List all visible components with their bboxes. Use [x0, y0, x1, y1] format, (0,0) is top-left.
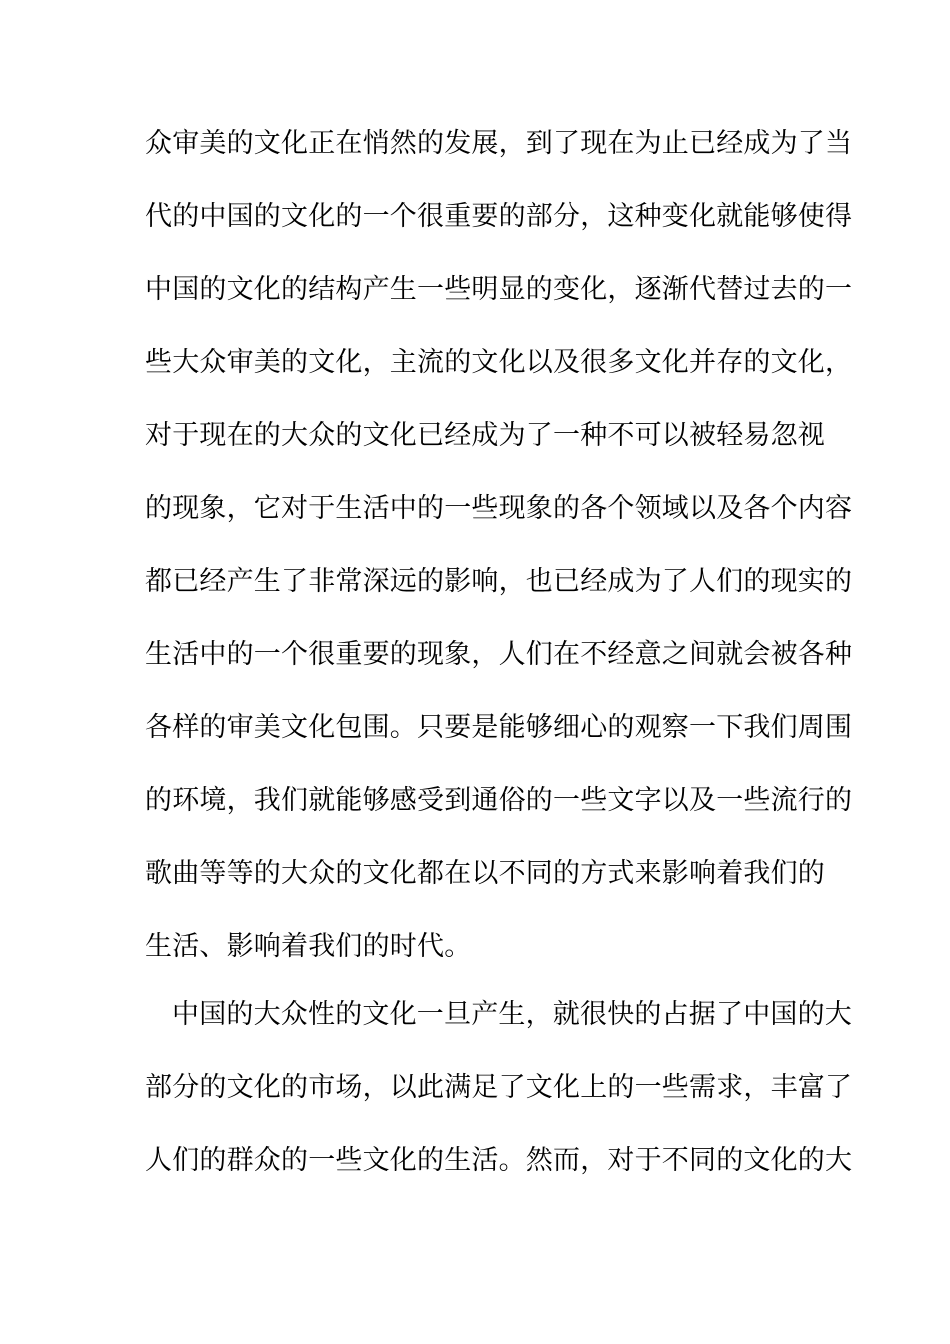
paragraph-line: 生活、影响着我们的时代。	[145, 931, 472, 962]
paragraph-line: 些大众审美的文化，主流的文化以及很多文化并存的文化，	[145, 347, 853, 378]
paragraph-line: 部分的文化的市场，以此满足了文化上的一些需求，丰富了	[145, 1072, 853, 1103]
paragraph-line: 中国的大众性的文化一旦产生，就很快的占据了中国的大	[172, 999, 852, 1030]
paragraph-1	[145, 125, 853, 966]
paragraph-line: 都已经产生了非常深远的影响，也已经成为了人们的现实的	[145, 566, 853, 597]
body-text	[145, 125, 853, 1215]
paragraph-line: 众审美的文化正在悄然的发展，到了现在为止已经成为了当	[145, 128, 853, 159]
paragraph-line: 各样的审美文化包围。只要是能够细心的观察一下我们周围	[145, 712, 853, 743]
paragraph-line: 的环境，我们就能够感受到通俗的一些文字以及一些流行的	[145, 785, 853, 816]
paragraph-line: 的现象，它对于生活中的一些现象的各个领域以及各个内容	[145, 493, 853, 524]
paragraph-line: 代的中国的文化的一个很重要的部分，这种变化就能够使得	[145, 201, 853, 232]
paragraph-line: 人们的群众的一些文化的生活。然而，对于不同的文化的大	[145, 1145, 853, 1176]
paragraph-line: 中国的文化的结构产生一些明显的变化，逐渐代替过去的一	[145, 274, 853, 305]
paragraph-line: 生活中的一个很重要的现象，人们在不经意之间就会被各种	[145, 639, 853, 670]
paragraph-line: 歌曲等等的大众的文化都在以不同的方式来影响着我们的	[145, 858, 825, 889]
paragraph-line: 对于现在的大众的文化已经成为了一种不可以被轻易忽视	[145, 420, 825, 451]
paragraph-2	[145, 996, 853, 1180]
